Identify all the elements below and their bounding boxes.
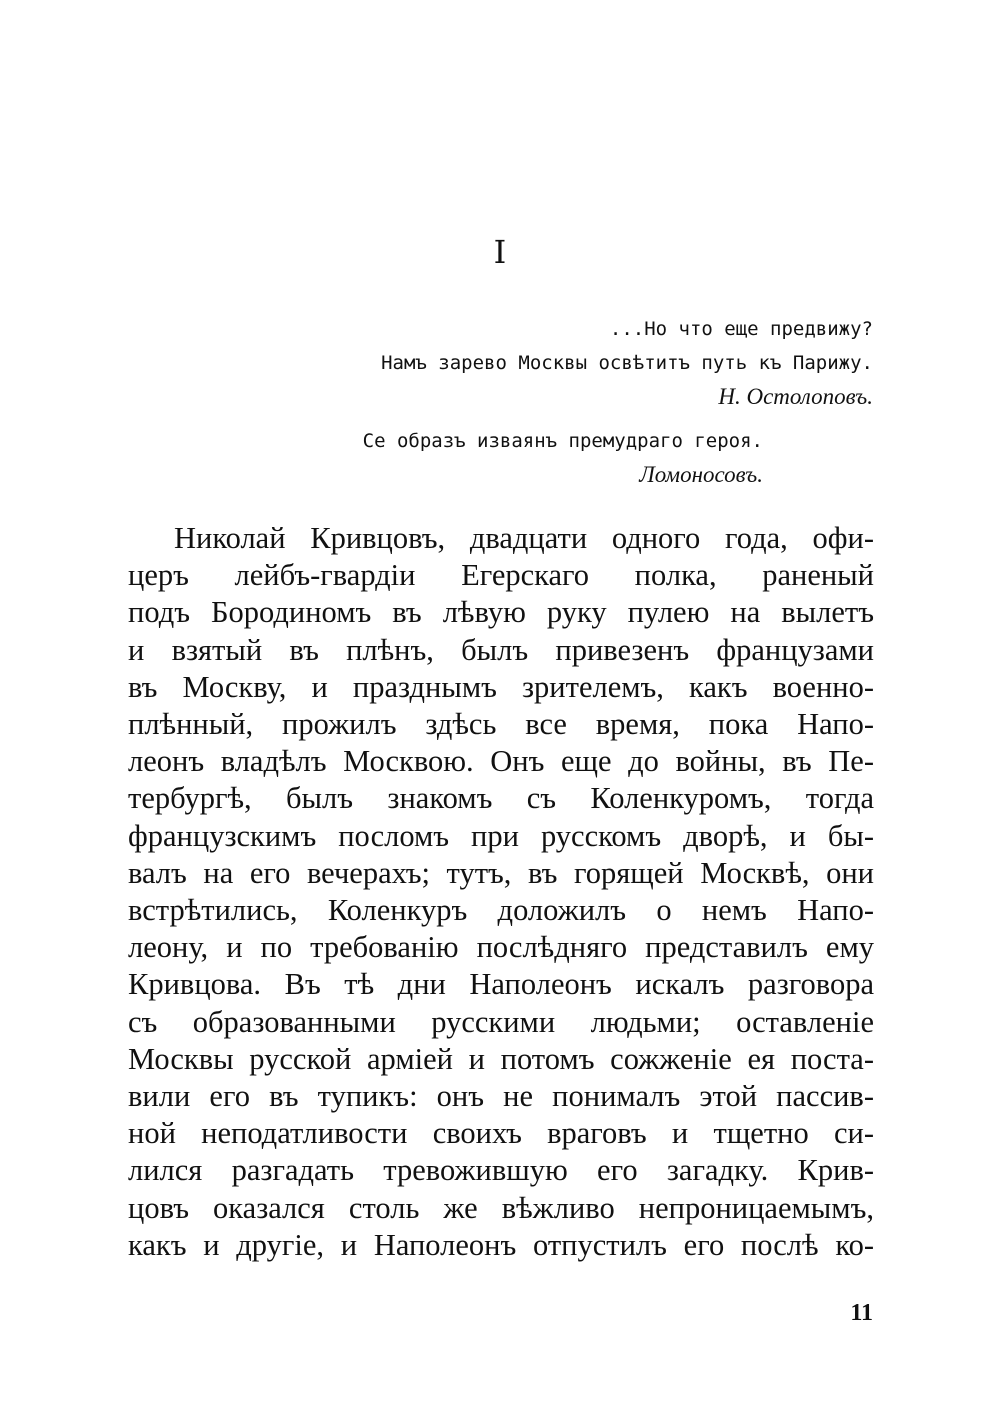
text-line: съ образованными русскими людьми; оставленіе — [128, 1004, 874, 1039]
text-line: Кривцова. Въ тѣ дни Наполеонъ искалъ разговора — [128, 967, 874, 1002]
text-line: лился разгадать тревожившую его загадку. Крив- — [128, 1153, 874, 1188]
text-line: подъ Бородиномъ въ лѣвую руку пулею на вылетъ — [128, 595, 874, 630]
page-number: 11 — [850, 1300, 873, 1326]
epigraph-author: Н. Остолоповъ. — [718, 384, 873, 409]
text-line: плѣнный, прожилъ здѣсь все время, пока Напо- — [128, 707, 874, 742]
epigraph-line: Се образъ изваянъ премудраго героя. — [362, 430, 763, 452]
text-line: въ Москву, и празднымъ зрителемъ, какъ военно- — [128, 669, 874, 704]
epigraph-1 — [273, 312, 873, 414]
text-line: леону, и по требованію послѣдняго представилъ ему — [128, 930, 874, 965]
chapter-number: I — [493, 233, 507, 271]
text-line: тербургѣ, былъ знакомъ съ Коленкуромъ, тогда — [128, 781, 874, 816]
text-line: цовъ оказался столь же вѣжливо непроницаемымъ, — [128, 1190, 874, 1225]
text-line: Москвы русской арміей и потомъ сожженіе ея поста- — [128, 1041, 874, 1076]
epigraph-author: Ломоносовъ. — [639, 462, 763, 487]
body-text — [128, 520, 874, 1264]
epigraph-line: ...Но что еще предвижу? — [609, 318, 873, 340]
text-line: ной неподатливости своихъ враговъ и тщетно си- — [128, 1116, 874, 1151]
text-line: вили его въ тупикъ: онъ не понималъ этой пассив- — [128, 1079, 874, 1114]
text-line: французскимъ посломъ при русскомъ дворѣ, и бы- — [128, 818, 874, 853]
epigraph-2 — [243, 424, 763, 492]
text-line: церъ лейбъ-гвардіи Егерскаго полка, раненый — [128, 558, 874, 593]
text-line: и взятый въ плѣнъ, былъ привезенъ французами — [128, 632, 874, 667]
text-line: валъ на его вечерахъ; тутъ, въ горящей Москвѣ, они — [128, 855, 874, 890]
text-line: Николай Кривцовъ, двадцати одного года, офи- — [174, 521, 874, 555]
epigraph-line: Намъ зарево Москвы освѣтитъ путь къ Парижу. — [381, 352, 873, 374]
text-line: встрѣтились, Коленкуръ доложилъ о немъ Напо- — [128, 893, 874, 928]
text-line: леонъ владѣлъ Москвою. Онъ еще до войны, въ Пе- — [128, 744, 874, 779]
text-line: какъ и другіе, и Наполеонъ отпустилъ его послѣ ко- — [128, 1227, 874, 1262]
